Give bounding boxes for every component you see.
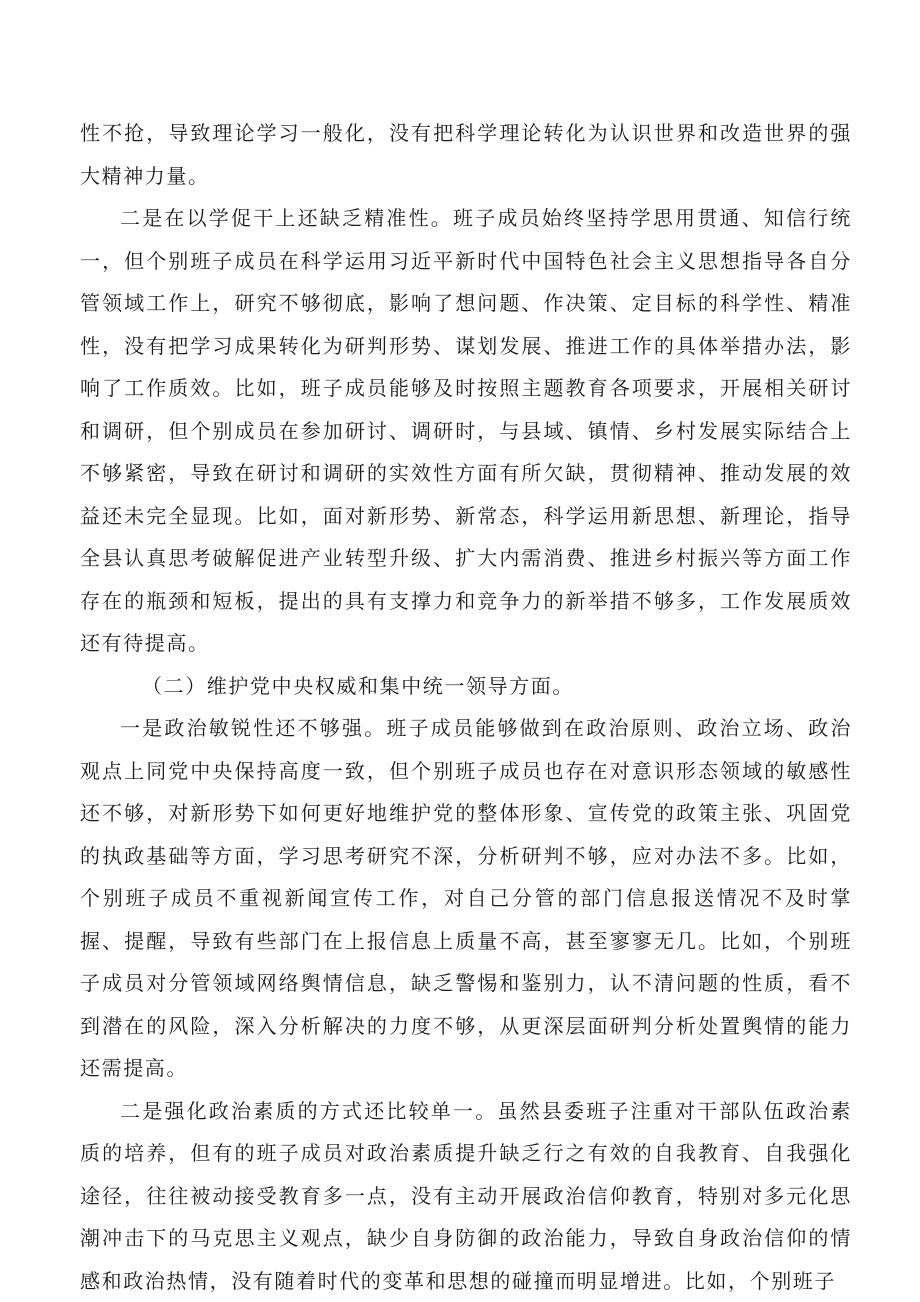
paragraph-continuation: 性不抢，导致理论学习一般化，没有把科学理论转化为认识世界和改造世界的强大精神力量。 — [80, 112, 852, 197]
paragraph-learning-precision: 二是在以学促干上还缺乏精准性。班子成员始终坚持学思用贯通、知信行统一，但个别班子成员在科学运用习近平新时代中国特色社会主义思想指导各自分管领域工作上，研究不够彻底，影响了想问题、作决策、定目标的科学性、精准性，没有把学习成果转化为研判形势、谋划发展、推进工作的具体举措办法，影响了工作质效。比如，班子成员能够及时按照主题教育各项要求，开展相关研讨和调研，但个别成员在参加研讨、调研时，与县域、镇情、乡村发展实际结合上不够紧密，导致在研讨和调研的实效性方面有所欠缺，贯彻精神、推动发展的效益还未完全显现。比如，面对新形势、新常态，科学运用新思想、新理论，指导全县认真思考破解促进产业转型升级、扩大内需消费、推进乡村振兴等方面工作存在的瓶颈和短板，提出的具有支撑力和竞争力的新举措不够多，工作发展质效还有待提高。 — [80, 197, 852, 665]
paragraph-political-quality: 二是强化政治素质的方式还比较单一。虽然县委班子注重对干部队伍政治素质的培养，但有的班子成员对政治素质提升缺乏行之有效的自我教育、自我强化途径，往往被动接受教育多一点，没有主动开展政治信仰教育，特别对多元化思潮冲击下的马克思主义观点，缺少自身防御的政治能力，导致自身政治信仰的情感和政治热情，没有随着时代的变革和思想的碰撞而明显增进。比如，个别班子 — [80, 1090, 852, 1302]
paragraph-political-sensitivity: 一是政治敏锐性还不够强。班子成员能够做到在政治原则、政治立场、政治观点上同党中央保持高度一致，但个别班子成员也存在对意识形态领域的敏感性还不够，对新形势下如何更好地维护党的整体形象、宣传党的政策主张、巩固党的执政基础等方面，学习思考研究不深，分析研判不够，应对办法不多。比如，个别班子成员不重视新闻宣传工作，对自己分管的部门信息报送情况不及时掌握、提醒，导致有些部门在上报信息上质量不高，甚至寥寥无几。比如，个别班子成员对分管领域网络舆情信息，缺乏警惕和鉴别力，认不清问题的性质，看不到潜在的风险，深入分析解决的力度不够，从更深层面研判分析处置舆情的能力还需提高。 — [80, 707, 852, 1090]
section-heading: （二）维护党中央权威和集中统一领导方面。 — [80, 665, 852, 708]
document-page — [80, 112, 852, 1302]
